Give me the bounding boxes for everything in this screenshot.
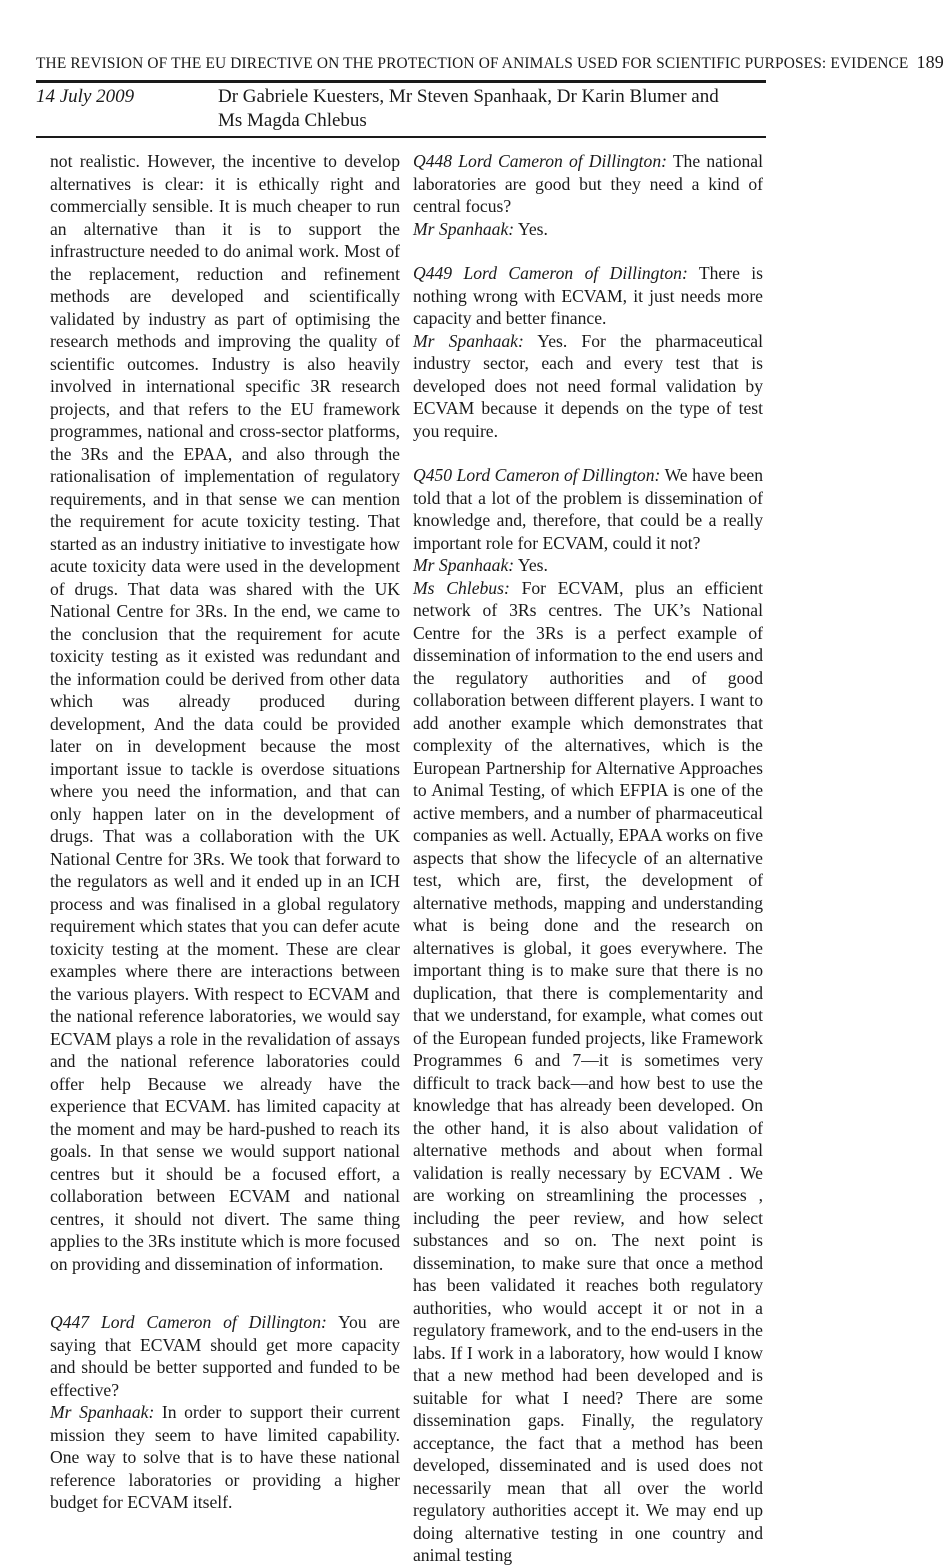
- answer-450-chlebus: [413, 577, 763, 1567]
- answer-speaker: Mr Spanhaak:: [413, 330, 524, 351]
- page-number: 189: [916, 52, 944, 72]
- header-rule-top: [36, 80, 766, 83]
- witness-names: [218, 85, 770, 133]
- question-text: The national laboratories are good but they need a kind of central focus?: [413, 151, 763, 216]
- answer-447: [50, 1401, 400, 1514]
- session-date: 14 July 2009: [36, 86, 135, 107]
- answer-speaker: Mr Spanhaak:: [413, 218, 515, 239]
- right-column: [413, 150, 763, 1567]
- question-448: [413, 150, 763, 218]
- answer-text: For ECVAM, plus an efficient network of 3Rs centres. The UK’s National Centre for the 3Rs is a perfect example of dissemination of information to the end users and the regulatory authorities and of good collaboration between different players. I want to add another example which demonstrates that complexity of the alternatives, which is the European Partnership for Alternative Approaches to Animal Testing, of which EFPIA is one of the active members, and a number of pharmaceutical companies as well. Actually, EPAA works on five aspects that show the lifecycle of an alternative test, which are, first, the development of alternative methods, mapping and understanding what is being done and the research on alternatives is global, it goes everywhere. The important thing is to make sure that there is no duplication, that there is complementarity and that we understand, for example, what comes out of the European funded projects, like Framework Programmes 6 and 7—it is sometimes very difficult to track back—and how best to use the knowledge that has already been developed. On the other hand, it is also about validation of alternative methods and about when formal validation is really necessary by ECVAM . We are working on streamlining the processes , including the peer review, and how select substances and so on. The next point is dissemination, to make sure that once a method has been validated it reaches both regulatory authorities, who would accept it or not in a regulatory framework, and to the end-users in the labs. If I work in a laboratory, how would I know that a new method had been developed and is suitable for what I need? There are some dissemination gaps. Finally, the regulatory acceptance, the fact that a method has been developed, disseminated and is used does not necessarily mean that all over the world regulatory authorities accept it. We may end up doing alternative testing in one country and animal testing: [413, 577, 763, 1565]
- answer-speaker: Ms Chlebus:: [413, 577, 510, 598]
- running-head: [36, 52, 944, 73]
- question-speaker: Q450 Lord Cameron of Dillington:: [413, 465, 661, 485]
- answer-text: In order to support their current mission they seem to have limited capability. One way to solve that is to have these national reference laboratories or providing a higher budget for ECVAM itself.: [50, 1402, 400, 1512]
- question-speaker: Q447 Lord Cameron of Dillington:: [50, 1312, 327, 1332]
- question-447: [50, 1311, 400, 1401]
- question-speaker: Q449 Lord Cameron of Dillington:: [413, 263, 688, 283]
- answer-448: [413, 218, 763, 241]
- question-speaker: Q448 Lord Cameron of Dillington:: [413, 151, 667, 171]
- witness-line-1: Dr Gabriele Kuesters, Mr Steven Spanhaak, Dr Karin Blumer and: [218, 86, 719, 107]
- answer-speaker: Mr Spanhaak:: [413, 555, 515, 575]
- answer-450-spanhaak: [413, 554, 763, 577]
- witness-line-2: Ms Magda Chlebus: [218, 110, 367, 131]
- header-rule-bottom: [36, 136, 766, 138]
- question-text: There is nothing wrong with ECVAM, it just needs more capacity and better finance.: [413, 263, 763, 328]
- question-450: [413, 464, 763, 554]
- answer-text: Yes.: [514, 555, 548, 575]
- running-title: THE REVISION OF THE EU DIRECTIVE ON THE PROTECTION OF ANIMALS USED FOR SCIENTIFIC PURPOSES: EVIDENCE: [36, 55, 909, 72]
- left-column: [50, 150, 400, 1514]
- question-text: You are saying that ECVAM should get more capacity and should be better supported and funded to be effective?: [50, 1312, 400, 1400]
- question-449: [413, 262, 763, 330]
- answer-449: [413, 330, 763, 443]
- paragraph-continued: not realistic. However, the incentive to develop alternatives is clear: it is ethically right and commercially sensible. It is much cheaper to run an alternative than it is to support the infrastructure needed to do animal work. Most of the replacement, reduction and refinement methods are developed and scientifically validated by industry as part of optimising the research methods and improving the quality of scientific outcomes. Industry is also heavily involved in international specific 3R research projects, and that refers to the EU framework programmes, national and cross-sector platforms, the 3Rs and the EPAA, and also through the rationalisation of implementation of regulatory requirements, and in that sense we can mention the requirement for acute toxicity testing. That started as an industry initiative to investigate how acute toxicity data were used in the development of drugs. That data was shared with the UK National Centre for 3Rs. In the end, we came to the conclusion that the requirement for acute toxicity testing as it existed was redundant and the information could be derived from other data which was already produced during development, And the data could be provided later on in development because the most important issue to tackle is overdose situations where you need the information, and that can only happen later on in the development of drugs. That was a collaboration with the UK National Centre for 3Rs. We took that forward to the regulators as well and it ended up in an ICH process and was finalised in a global regulatory requirement which states that you can defer acute toxicity testing at the moment. These are clear examples where there are interactions between the various players. With respect to ECVAM and the national reference laboratories, we would say ECVAM plays a role in the revalidation of assays and the national reference laboratories could offer help Because we already have the experience that ECVAM. has limited capacity at the moment and may be hard-pushed to reach its goals. In that sense we would support national centres but it should be a focused effort, a collaboration between ECVAM and national centres, it should not divert. The same thing applies to the 3Rs institute which is more focused on providing and dissemination of information.: [50, 151, 400, 1274]
- answer-text: Yes. For the pharmaceutical industry sector, each and every test that is developed does not need formal validation by ECVAM because it depends on the type of test you require.: [413, 330, 763, 441]
- answer-text: Yes.: [514, 218, 548, 239]
- answer-speaker: Mr Spanhaak:: [50, 1402, 155, 1422]
- question-text: We have been told that a lot of the problem is dissemination of knowledge and, therefore, that could be a really important role for ECVAM, could it not?: [413, 465, 763, 553]
